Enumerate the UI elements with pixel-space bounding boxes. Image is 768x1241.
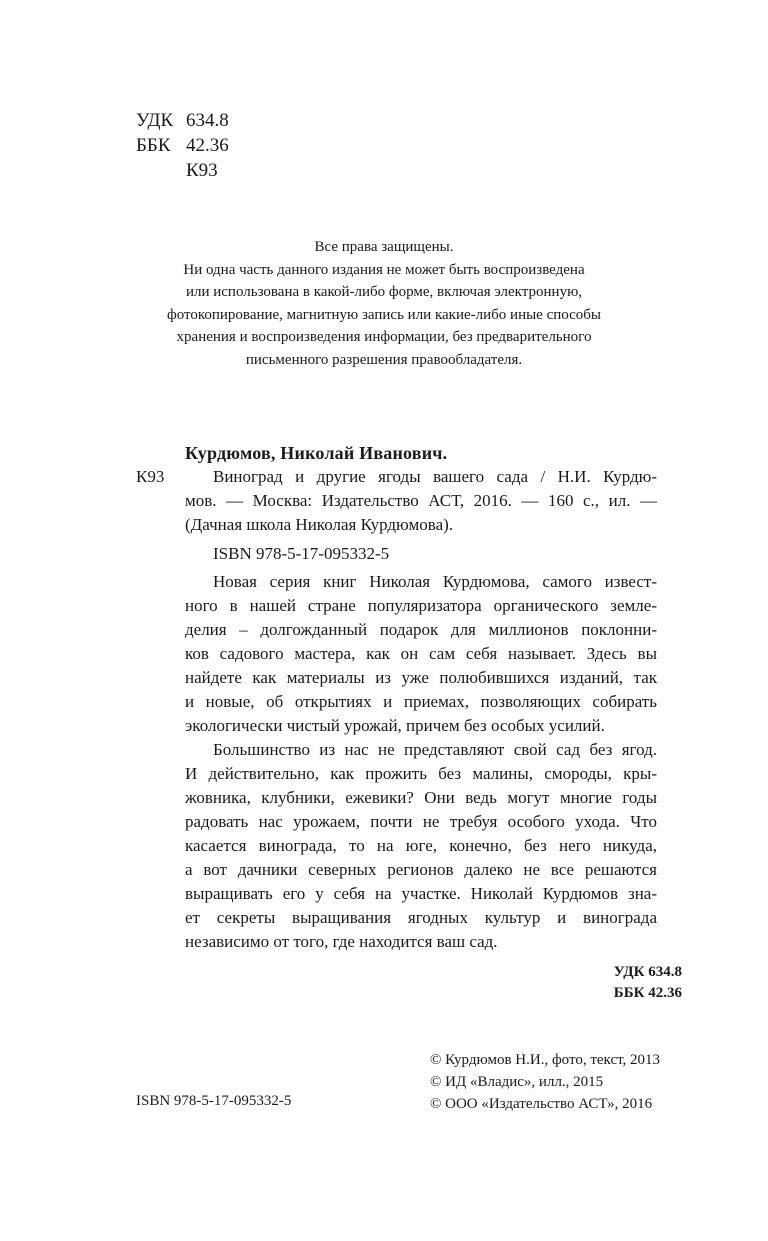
udk-code bbox=[136, 109, 229, 133]
annotation-line: выращивать его у себя на участке. Николай Курдюмов зна- bbox=[185, 884, 657, 903]
annotation-line: Новая серия книг Николая Курдюмова, самого извест- bbox=[213, 572, 657, 591]
bbk-value: 42.36 bbox=[186, 135, 229, 156]
rights-line: или использована в какой-либо форме, включая электронную, bbox=[185, 284, 583, 300]
annotation-line: ет секреты выращивания ягодных культур и винограда bbox=[185, 908, 657, 927]
rights-line: хранения и воспроизведения информации, без предварительного bbox=[176, 329, 592, 345]
rights-line: Ни одна часть данного издания не может быть воспроизведена bbox=[183, 261, 585, 278]
rights-notice bbox=[130, 236, 638, 371]
annotation-line: И действительно, как прожить без малины, смороды, кры- bbox=[185, 764, 657, 783]
copyright-line: © Курдюмов Н.И., фото, текст, 2013 bbox=[430, 1052, 661, 1068]
bib-line: Виноград и другие ягоды вашего сада / Н.И. Курдю- bbox=[213, 467, 657, 486]
author-mark-value: К93 bbox=[186, 160, 218, 181]
author-heading: Курдюмов, Николай Иванович. bbox=[185, 443, 448, 463]
bbk-label: ББК bbox=[136, 135, 171, 156]
annotation-line: найдете как материалы из уже полюбившихся изданий, так bbox=[185, 668, 657, 687]
annotation-line: независимо от того, где находится ваш сад. bbox=[185, 932, 498, 951]
annotation-line: и новые, об открытиях и приемах, позволяющих собирать bbox=[185, 692, 657, 711]
annotation-paragraph-2 bbox=[185, 738, 657, 954]
isbn: ISBN 978-5-17-095332-5 bbox=[213, 544, 390, 563]
bib-line: мов. — Москва: Издательство АСТ, 2016. — 160 с., ил. — bbox=[185, 491, 657, 510]
udk-value: 634.8 bbox=[186, 110, 229, 131]
classification-codes bbox=[614, 962, 682, 1004]
udk-code-bold: УДК 634.8 bbox=[613, 964, 682, 980]
udk-label: УДК bbox=[136, 110, 174, 131]
author-mark bbox=[186, 159, 218, 183]
bibliographic-description bbox=[185, 465, 657, 537]
footer-isbn: ISBN 978-5-17-095332-5 bbox=[136, 1093, 292, 1109]
annotation-line: ков садового мастера, как он сам себя называет. Здесь вы bbox=[185, 644, 657, 663]
copyright-line: © ООО «Издательство АСТ», 2016 bbox=[430, 1096, 653, 1112]
annotation-line: жовника, клубники, ежевики? Они ведь могут многие годы bbox=[185, 788, 657, 807]
annotation-line: делия – долгожданный подарок для миллионов поклонни- bbox=[185, 620, 657, 639]
annotation-line: а вот дачники северных регионов далеко не все решаются bbox=[185, 860, 657, 879]
copyright-block bbox=[430, 1049, 660, 1115]
bibliographic-mark: К93 bbox=[136, 467, 165, 486]
annotation-line: ного в нашей стране популяризатора органического земле- bbox=[185, 596, 657, 615]
rights-line: письменного разрешения правообладателя. bbox=[245, 351, 523, 368]
rights-line: фотокопирование, магнитную запись или какие-либо иные способы bbox=[166, 306, 602, 323]
annotation-paragraph-1 bbox=[185, 570, 657, 738]
bib-line: (Дачная школа Николая Курдюмова). bbox=[185, 515, 454, 534]
annotation-line: экологически чистый урожай, причем без особых усилий. bbox=[185, 716, 605, 735]
annotation-line: радовать нас урожаем, почти не требуя особого ухода. Что bbox=[185, 812, 657, 831]
rights-line: Все права защищены. bbox=[314, 239, 454, 255]
copyright-line: © ИД «Владис», илл., 2015 bbox=[430, 1074, 604, 1090]
bbk-code bbox=[136, 134, 229, 158]
annotation-line: Большинство из нас не представляют свой сад без ягод. bbox=[213, 740, 657, 759]
annotation-line: касается винограда, то на юге, конечно, без него никуда, bbox=[185, 836, 657, 855]
bbk-code-bold: ББК 42.36 bbox=[613, 985, 682, 1001]
